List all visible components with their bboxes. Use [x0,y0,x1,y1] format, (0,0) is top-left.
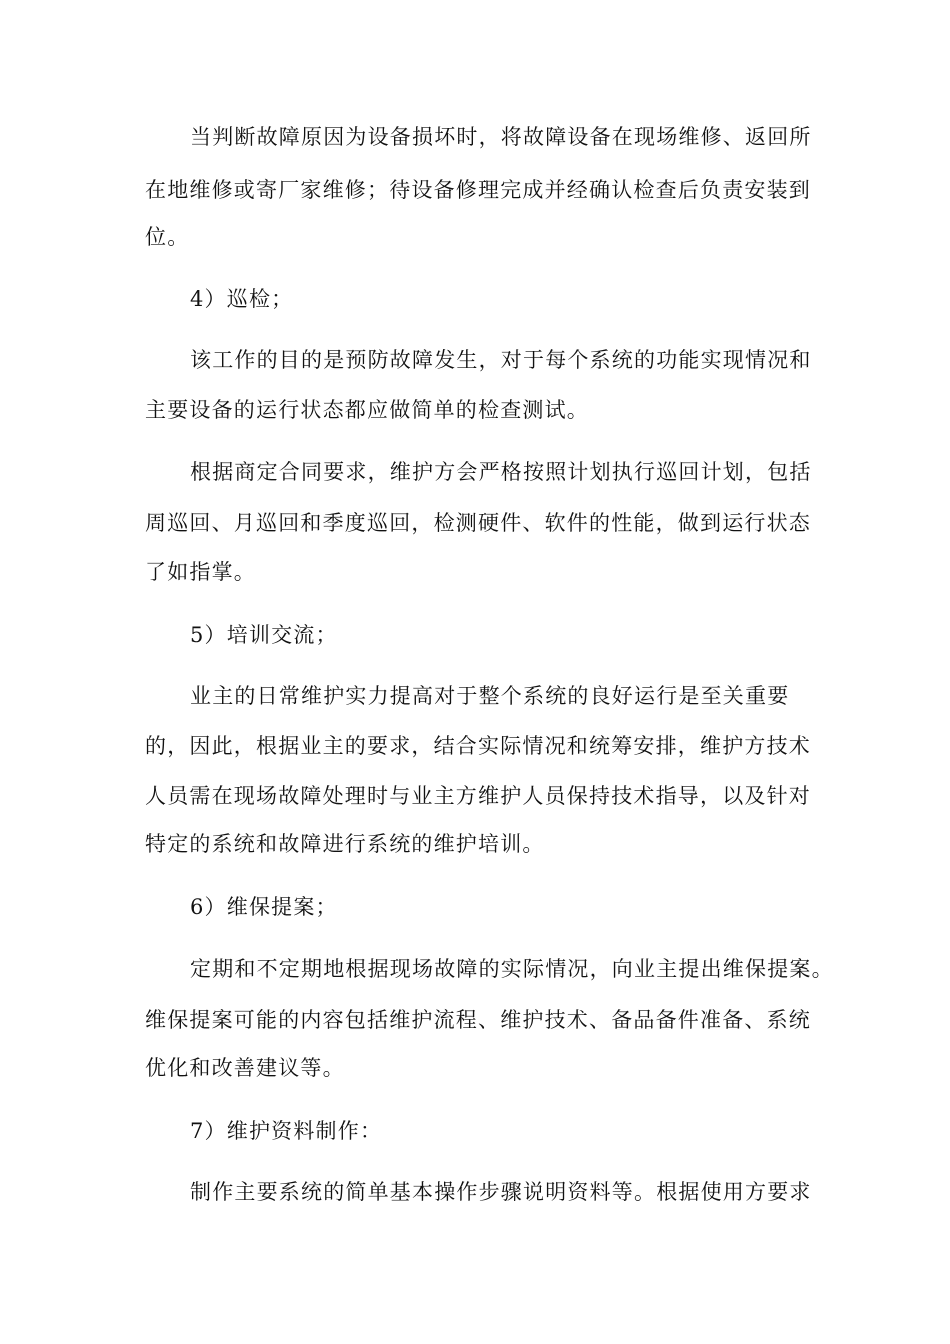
section-heading: 7）维护资料制作： [190,1119,383,1143]
paragraph-line: 位。 [145,225,190,249]
paragraph-line: 优化和改善建议等。 [145,1056,345,1080]
paragraph-line: 该工作的目的是预防故障发生，对于每个系统的功能实现情况和 [190,348,812,372]
paragraph-line: 当判断故障原因为设备损坏时，将故障设备在现场维修、返回所 [190,125,812,149]
paragraph-line: 了如指掌。 [145,560,256,584]
paragraph-line: 特定的系统和故障进行系统的维护培训。 [145,832,545,856]
paragraph-line: 在地维修或寄厂家维修；待设备修理完成并经确认检查后负责安装到 [145,178,811,202]
paragraph-line: 维保提案可能的内容包括维护流程、维护技术、备品备件准备、系统 [145,1008,811,1032]
paragraph-line: 业主的日常维护实力提高对于整个系统的良好运行是至关重要 [190,684,790,708]
paragraph-line: 的，因此，根据业主的要求，结合实际情况和统筹安排，维护方技术 [145,734,811,758]
section-heading: 5）培训交流； [190,623,338,647]
paragraph-line: 人员需在现场故障处理时与业主方维护人员保持技术指导，以及针对 [145,784,811,808]
section-heading: 6）维保提案； [190,895,338,919]
paragraph-line: 制作主要系统的简单基本操作步骤说明资料等。根据使用方要求 [190,1180,812,1204]
paragraph-line: 定期和不定期地根据现场故障的实际情况，向业主提出维保提案。 [190,957,834,981]
section-heading: 4）巡检； [190,287,294,311]
paragraph-line: 主要设备的运行状态都应做简单的检查测试。 [145,398,589,422]
paragraph-line: 根据商定合同要求，维护方会严格按照计划执行巡回计划，包括 [190,460,812,484]
paragraph-line: 周巡回、月巡回和季度巡回，检测硬件、软件的性能，做到运行状态 [145,511,811,535]
